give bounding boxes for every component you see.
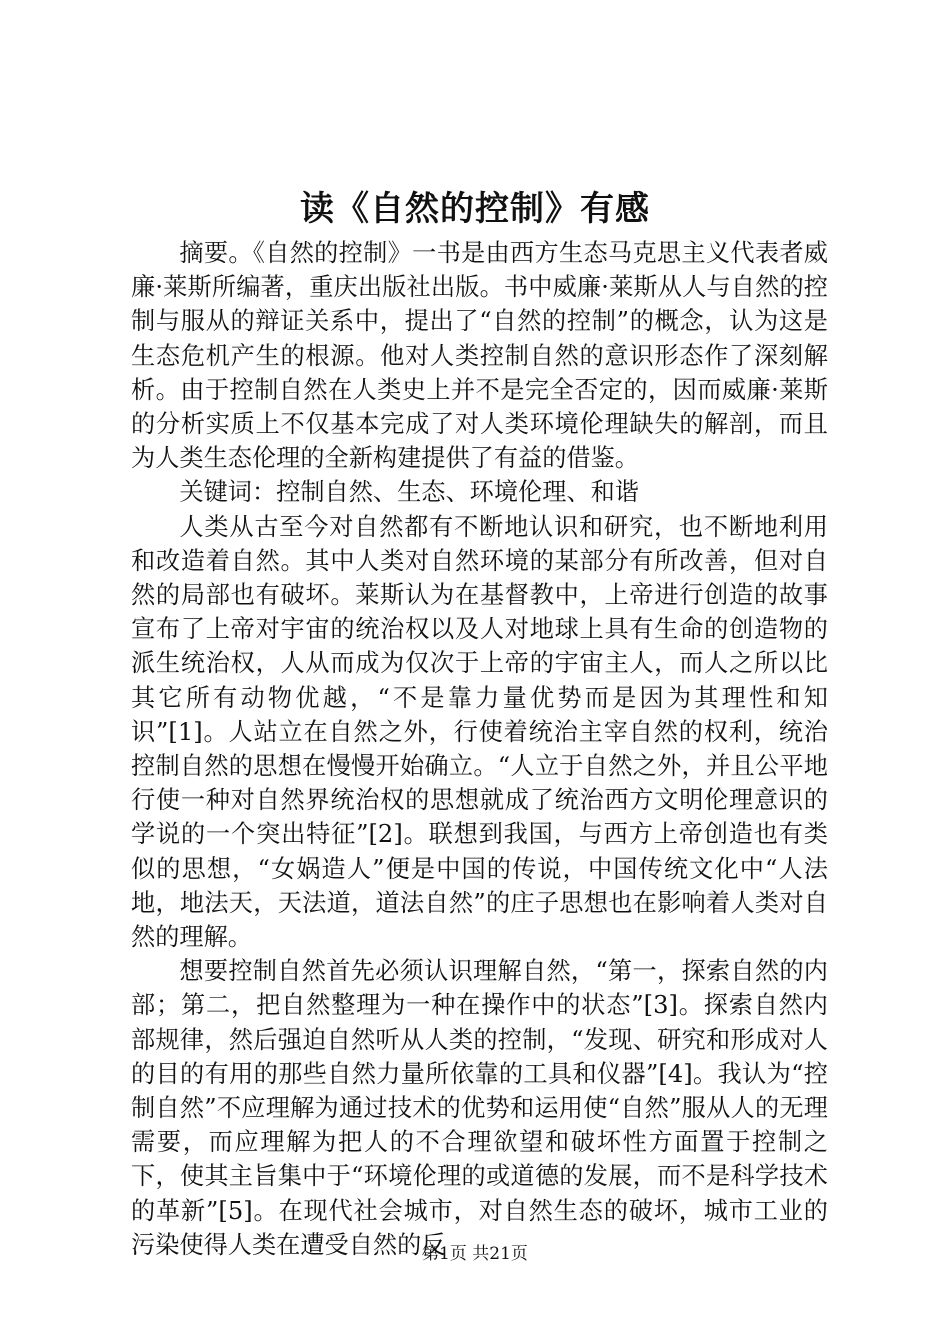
body-paragraph-2: 想要控制自然首先必须认识理解自然，“第一，探索自然的内部；第二，把自然整理为一种在操作中的状态”[3]。探索自然内部规律，然后强迫自然听从人类的控制，“发现、研究和形成对人的目的有用的那些自然力量所依靠的工具和仪器”[4]。我认为“控制自然”不应理解为通过技术的优势和运用使“自然”服从人的无理需要，而应理解为把人的不合理欲望和破坏性方面置于控制之下，使其主旨集中于“环境伦理的或道德的发展，而不是科学技术的革新”[5]。在现代社会城市，对自然生态的破坏，城市工业的污染使得人类在遭受自然的反 <box>131 957 828 1259</box>
body-paragraph-1: 人类从古至今对自然都有不断地认识和研究，也不断地利用和改造着自然。其中人类对自然环境的某部分有所改善，但对自然的局部也有破坏。莱斯认为在基督教中，上帝进行创造的故事宣布了上帝对宇宙的统治权以及人对地球上具有生命的创造物的派生统治权，人从而成为仅次于上帝的宇宙主人，而人之所以比其它所有动物优越，“不是靠力量优势而是因为其理性和知识”[1]。人站立在自然之外，行使着统治主宰自然的权利，统治控制自然的思想在慢慢开始确立。“人立于自然之外，并且公平地行使一种对自然界统治权的思想就成了统治西方文明伦理意识的学说的一个突出特征”[2]。联想到我国，与西方上帝创造也有类似的思想，“女娲造人”便是中国的传说，中国传统文化中“人法地，地法天，天法道，道法自然”的庄子思想也在影响着人类对自然的理解。 <box>131 512 828 952</box>
document-title: 读《自然的控制》有感 <box>300 189 650 229</box>
page-footer: 第1页 共21页 <box>422 1244 528 1264</box>
keywords-paragraph: 关键词：控制自然、生态、环境伦理、和谐 <box>179 478 639 507</box>
abstract-paragraph: 摘要。《自然的控制》一书是由西方生态马克思主义代表者威廉·莱斯所编著，重庆出版社出版。书中威廉·莱斯从人与自然的控制与服从的辩证关系中，提出了“自然的控制”的概念，认为这是生态危机产生的根源。他对人类控制自然的意识形态作了深刻解析。由于控制自然在人类史上并不是完全否定的，因而威廉·莱斯的分析实质上不仅基本完成了对人类环境伦理缺失的解剖，而且为人类生态伦理的全新构建提供了有益的借鉴。 <box>131 239 828 473</box>
document-body <box>131 236 828 1262</box>
